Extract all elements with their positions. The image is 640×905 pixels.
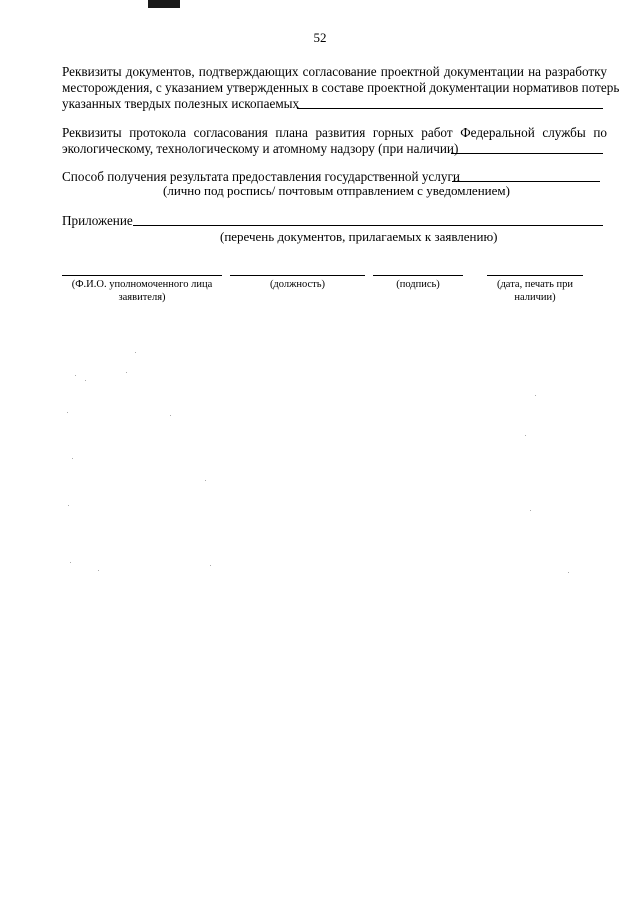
section-4-hint: (перечень документов, прилагаемых к заявлению) xyxy=(220,229,498,244)
section-1-fill-line[interactable] xyxy=(297,108,603,109)
position-caption: (должность) xyxy=(269,279,326,290)
scan-speck xyxy=(68,505,69,506)
scan-speck xyxy=(70,562,71,563)
scan-speck xyxy=(210,565,211,566)
section-3-hint: (лично под роспись/ почтовым отправлением с уведомлением) xyxy=(163,183,510,198)
position-signature-line[interactable] xyxy=(230,275,365,276)
section-2-line-2: экологическому, технологическому и атомному надзору (при наличии) xyxy=(62,141,459,156)
page-number: 52 xyxy=(313,30,327,45)
scan-speck xyxy=(98,570,99,571)
fio-signature-line[interactable] xyxy=(62,275,222,276)
fio-caption: (Ф.И.О. уполномоченного лица заявителя) xyxy=(71,279,213,303)
section-2-line-1: Реквизиты протокола согласования плана развития горных работ Федеральной службы по xyxy=(62,125,607,140)
scan-speck xyxy=(530,510,531,511)
section-2-fill-line[interactable] xyxy=(451,153,603,154)
scan-speck xyxy=(568,572,569,573)
scan-artifact xyxy=(148,0,180,8)
scan-speck xyxy=(75,375,76,376)
scan-speck xyxy=(85,380,86,381)
scan-speck xyxy=(535,395,536,396)
signature-line[interactable] xyxy=(373,275,463,276)
section-1-line-3: указанных твердых полезных ископаемых xyxy=(62,96,300,111)
section-4-label: Приложение xyxy=(62,213,133,228)
section-1-line-2: месторождения, с указанием утвержденных в составе проектной документации нормативов потерь xyxy=(62,80,620,95)
scan-speck xyxy=(525,435,526,436)
section-3-fill-line[interactable] xyxy=(452,181,600,182)
scan-speck xyxy=(67,412,68,413)
scan-speck xyxy=(135,352,136,353)
section-3-label: Способ получения результата предоставления государственной услуги xyxy=(62,169,460,184)
date-caption: (дата, печать при наличии) xyxy=(496,279,574,303)
section-4-fill-line[interactable] xyxy=(133,225,603,226)
section-1-line-1: Реквизиты документов, подтверждающих согласование проектной документации на разработку xyxy=(62,64,607,79)
scan-speck xyxy=(72,458,73,459)
scan-speck xyxy=(170,415,171,416)
scan-speck xyxy=(126,372,127,373)
date-signature-line[interactable] xyxy=(487,275,583,276)
scan-speck xyxy=(205,480,206,481)
signature-caption: (подпись) xyxy=(396,279,440,290)
